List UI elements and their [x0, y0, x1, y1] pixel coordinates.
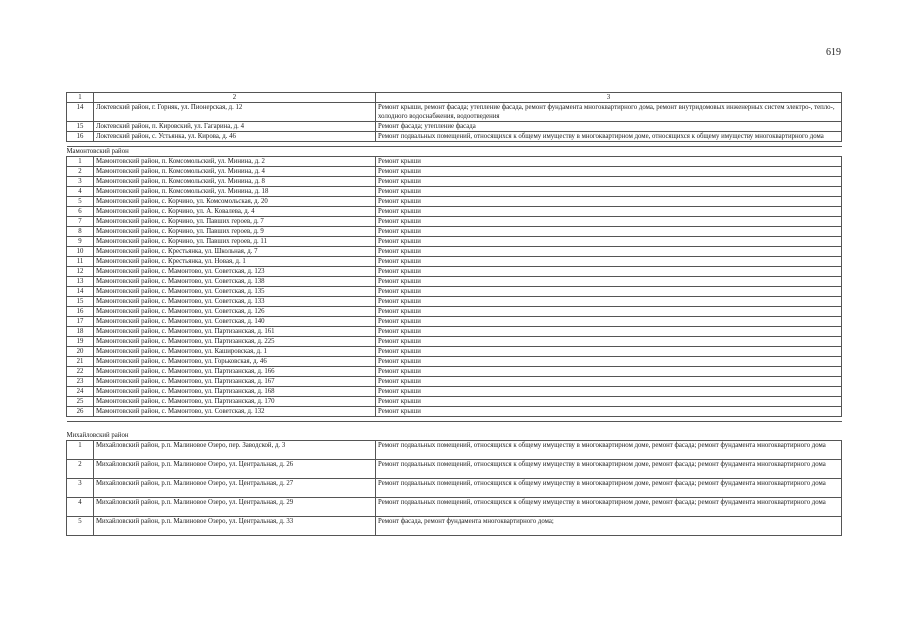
table-row	[67, 479, 842, 498]
address-cell: Мамонтовский район, с. Мамонтово, ул. Советская, д. 126	[94, 307, 376, 317]
row-number: 12	[67, 267, 94, 277]
section-title-mamontovsky: Мамонтовский район	[66, 148, 129, 155]
table-row	[67, 237, 842, 247]
address-cell: Мамонтовский район, с. Корчино, ул. Павших героев, д. 9	[94, 227, 376, 237]
row-number: 14	[67, 287, 94, 297]
row-number: 15	[67, 297, 94, 307]
work-type-cell: Ремонт крыши	[376, 407, 842, 417]
row-number: 23	[67, 377, 94, 387]
work-type-cell: Ремонт крыши, ремонт фасада; утепление фасада, ремонт фундамента многоквартирного дома, ремонт внутридомовых инженерных систем электро-, тепло-, холодного водоснабжения, водоотведения	[376, 103, 842, 122]
work-type-cell: Ремонт крыши	[376, 277, 842, 287]
row-number: 15	[67, 122, 94, 132]
table-row	[67, 460, 842, 479]
row-number: 1	[67, 441, 94, 460]
work-type-cell: Ремонт крыши	[376, 217, 842, 227]
row-number: 11	[67, 257, 94, 267]
address-cell: Михайловский район, р.п. Малиновое Озеро, ул. Центральная, д. 27	[94, 479, 376, 498]
work-type-cell: Ремонт крыши	[376, 187, 842, 197]
address-cell: Мамонтовский район, с. Корчино, ул. Павших героев, д. 11	[94, 237, 376, 247]
section-heading-row	[67, 422, 842, 441]
row-number: 5	[67, 517, 94, 536]
address-cell: Михайловский район, р.п. Малиновое Озеро, ул. Центральная, д. 26	[94, 460, 376, 479]
table-row	[67, 397, 842, 407]
table-row	[67, 327, 842, 337]
table-row	[67, 257, 842, 267]
mikhailovsky-district-rows	[67, 441, 842, 536]
address-cell: Мамонтовский район, с. Мамонтово, ул. Партизанская, д. 168	[94, 387, 376, 397]
address-cell: Мамонтовский район, с. Мамонтово, ул. Советская, д. 135	[94, 287, 376, 297]
row-number: 25	[67, 397, 94, 407]
work-type-cell: Ремонт крыши	[376, 247, 842, 257]
address-cell: Мамонтовский район, с. Корчино, ул. Комсомольская, д. 20	[94, 197, 376, 207]
row-number: 19	[67, 337, 94, 347]
work-type-cell: Ремонт крыши	[376, 197, 842, 207]
row-number: 4	[67, 498, 94, 517]
row-number: 14	[67, 103, 94, 122]
work-type-cell: Ремонт крыши	[376, 237, 842, 247]
table-row	[67, 287, 842, 297]
table-row	[67, 307, 842, 317]
lokotevsky-district-rows	[67, 103, 842, 142]
table-row	[67, 357, 842, 367]
address-cell: Мамонтовский район, с. Мамонтово, ул. Советская, д. 133	[94, 297, 376, 307]
table-row	[67, 267, 842, 277]
column-number-header-row	[67, 93, 842, 103]
table-row	[67, 197, 842, 207]
work-type-cell: Ремонт крыши	[376, 227, 842, 237]
table-row	[67, 347, 842, 357]
address-cell: Мамонтовский район, с. Корчино, ул. Павших героев, д. 7	[94, 217, 376, 227]
table-row	[67, 297, 842, 307]
row-number: 10	[67, 247, 94, 257]
row-number: 3	[67, 479, 94, 498]
table-row	[67, 103, 842, 122]
work-type-cell: Ремонт подвальных помещений, относящихся к общему имуществу в многоквартирном доме, относящихся к общему имуществу многоквартирного дома	[376, 132, 842, 142]
address-cell: Мамонтовский район, п. Комсомольский, ул. Минина, д. 8	[94, 177, 376, 187]
row-number: 13	[67, 277, 94, 287]
table-row	[67, 387, 842, 397]
row-number: 6	[67, 207, 94, 217]
work-type-cell: Ремонт крыши	[376, 387, 842, 397]
work-type-cell: Ремонт крыши	[376, 347, 842, 357]
work-type-cell: Ремонт подвальных помещений, относящихся к общему имуществу в многоквартирном доме, ремонт фасада; ремонт фундамента многоквартирного дома	[376, 441, 842, 460]
address-cell: Мамонтовский район, с. Крестьянка, ул. Новая, д. 1	[94, 257, 376, 267]
row-number: 22	[67, 367, 94, 377]
table-row	[67, 132, 842, 142]
address-cell: Мамонтовский район, с. Мамонтово, ул. Советская, д. 140	[94, 317, 376, 327]
address-cell: Михайловский район, р.п. Малиновое Озеро, пер. Заводской, д. 3	[94, 441, 376, 460]
row-number: 8	[67, 227, 94, 237]
table-row	[67, 187, 842, 197]
section-heading-row	[67, 147, 842, 157]
row-number: 3	[67, 177, 94, 187]
column-header: 2	[94, 93, 376, 103]
table-row	[67, 337, 842, 347]
column-header: 1	[67, 93, 94, 103]
work-type-cell: Ремонт крыши	[376, 377, 842, 387]
work-type-cell: Ремонт крыши	[376, 327, 842, 337]
address-cell: Михайловский район, р.п. Малиновое Озеро, ул. Центральная, д. 33	[94, 517, 376, 536]
work-type-cell: Ремонт крыши	[376, 177, 842, 187]
table-row	[67, 227, 842, 237]
table-row	[67, 367, 842, 377]
address-cell: Мамонтовский район, с. Мамонтово, ул. Партизанская, д. 167	[94, 377, 376, 387]
work-type-cell: Ремонт крыши	[376, 307, 842, 317]
address-cell: Мамонтовский район, п. Комсомольский, ул. Минина, д. 18	[94, 187, 376, 197]
address-cell: Мамонтовский район, п. Комсомольский, ул. Минина, д. 2	[94, 157, 376, 167]
repair-schedule-table	[66, 92, 842, 536]
work-type-cell: Ремонт крыши	[376, 167, 842, 177]
work-type-cell: Ремонт крыши	[376, 397, 842, 407]
row-number: 16	[67, 307, 94, 317]
row-number: 1	[67, 157, 94, 167]
mamontovsky-district-rows	[67, 157, 842, 417]
address-cell: Мамонтовский район, п. Комсомольский, ул. Минина, д. 4	[94, 167, 376, 177]
row-number: 16	[67, 132, 94, 142]
address-cell: Мамонтовский район, с. Мамонтово, ул. Советская, д. 132	[94, 407, 376, 417]
row-number: 2	[67, 460, 94, 479]
table-row	[67, 247, 842, 257]
table-row	[67, 167, 842, 177]
table-row	[67, 157, 842, 167]
work-type-cell: Ремонт крыши	[376, 267, 842, 277]
work-type-cell: Ремонт крыши	[376, 207, 842, 217]
address-cell: Мамонтовский район, с. Мамонтово, ул. Партизанская, д. 170	[94, 397, 376, 407]
row-number: 20	[67, 347, 94, 357]
address-cell: Михайловский район, р.п. Малиновое Озеро, ул. Центральная, д. 29	[94, 498, 376, 517]
row-number: 21	[67, 357, 94, 367]
table-row	[67, 407, 842, 417]
table-row	[67, 207, 842, 217]
section-title-mikhailovsky: Михайловский район	[66, 432, 129, 439]
row-number: 17	[67, 317, 94, 327]
table-row	[67, 498, 842, 517]
work-type-cell: Ремонт подвальных помещений, относящихся к общему имуществу в многоквартирном доме, ремонт фасада; ремонт фундамента многоквартирного дома	[376, 498, 842, 517]
work-type-cell: Ремонт крыши	[376, 337, 842, 347]
column-header: 3	[376, 93, 842, 103]
address-cell: Локтевский район, г. Горняк, ул. Пионерская, д. 12	[94, 103, 376, 122]
work-type-cell: Ремонт крыши	[376, 257, 842, 267]
table-row	[67, 217, 842, 227]
work-type-cell: Ремонт крыши	[376, 297, 842, 307]
work-type-cell: Ремонт крыши	[376, 367, 842, 377]
table-row	[67, 177, 842, 187]
address-cell: Мамонтовский район, с. Мамонтово, ул. Советская, д. 123	[94, 267, 376, 277]
work-type-cell: Ремонт фасада, ремонт фундамента многоквартирного дома;	[376, 517, 842, 536]
row-number: 9	[67, 237, 94, 247]
row-number: 18	[67, 327, 94, 337]
row-number: 26	[67, 407, 94, 417]
address-cell: Локтевский район, п. Кировский, ул. Гагарина, д. 4	[94, 122, 376, 132]
work-type-cell: Ремонт крыши	[376, 357, 842, 367]
table-row	[67, 317, 842, 327]
work-type-cell: Ремонт подвальных помещений, относящихся к общему имуществу в многоквартирном доме, ремонт фасада; ремонт фундамента многоквартирного дома	[376, 479, 842, 498]
page-number: 619	[826, 47, 841, 58]
work-type-cell: Ремонт подвальных помещений, относящихся к общему имуществу в многоквартирном доме, ремонт фасада; ремонт фундамента многоквартирного дома	[376, 460, 842, 479]
table-row	[67, 122, 842, 132]
address-cell: Мамонтовский район, с. Мамонтово, ул. Горьковская, д. 46	[94, 357, 376, 367]
address-cell: Мамонтовский район, с. Мамонтово, ул. Партизанская, д. 161	[94, 327, 376, 337]
row-number: 24	[67, 387, 94, 397]
row-number: 5	[67, 197, 94, 207]
address-cell: Мамонтовский район, с. Мамонтово, ул. Партизанская, д. 166	[94, 367, 376, 377]
address-cell: Мамонтовский район, с. Корчино, ул. А. Ковалева, д. 4	[94, 207, 376, 217]
address-cell: Мамонтовский район, с. Крестьянка, ул. Школьная, д. 7	[94, 247, 376, 257]
work-type-cell: Ремонт крыши	[376, 317, 842, 327]
table-row	[67, 517, 842, 536]
address-cell: Мамонтовский район, с. Мамонтово, ул. Советская, д. 138	[94, 277, 376, 287]
row-number: 7	[67, 217, 94, 227]
work-type-cell: Ремонт фасада; утепление фасада	[376, 122, 842, 132]
row-number: 4	[67, 187, 94, 197]
table-row	[67, 277, 842, 287]
address-cell: Локтевский район, с. Устьянка, ул. Кирова, д. 46	[94, 132, 376, 142]
table-row	[67, 441, 842, 460]
work-type-cell: Ремонт крыши	[376, 287, 842, 297]
address-cell: Мамонтовский район, с. Мамонтово, ул. Кашировская, д. 1	[94, 347, 376, 357]
address-cell: Мамонтовский район, с. Мамонтово, ул. Партизанская, д. 225	[94, 337, 376, 347]
work-type-cell: Ремонт крыши	[376, 157, 842, 167]
row-number: 2	[67, 167, 94, 177]
table-row	[67, 377, 842, 387]
